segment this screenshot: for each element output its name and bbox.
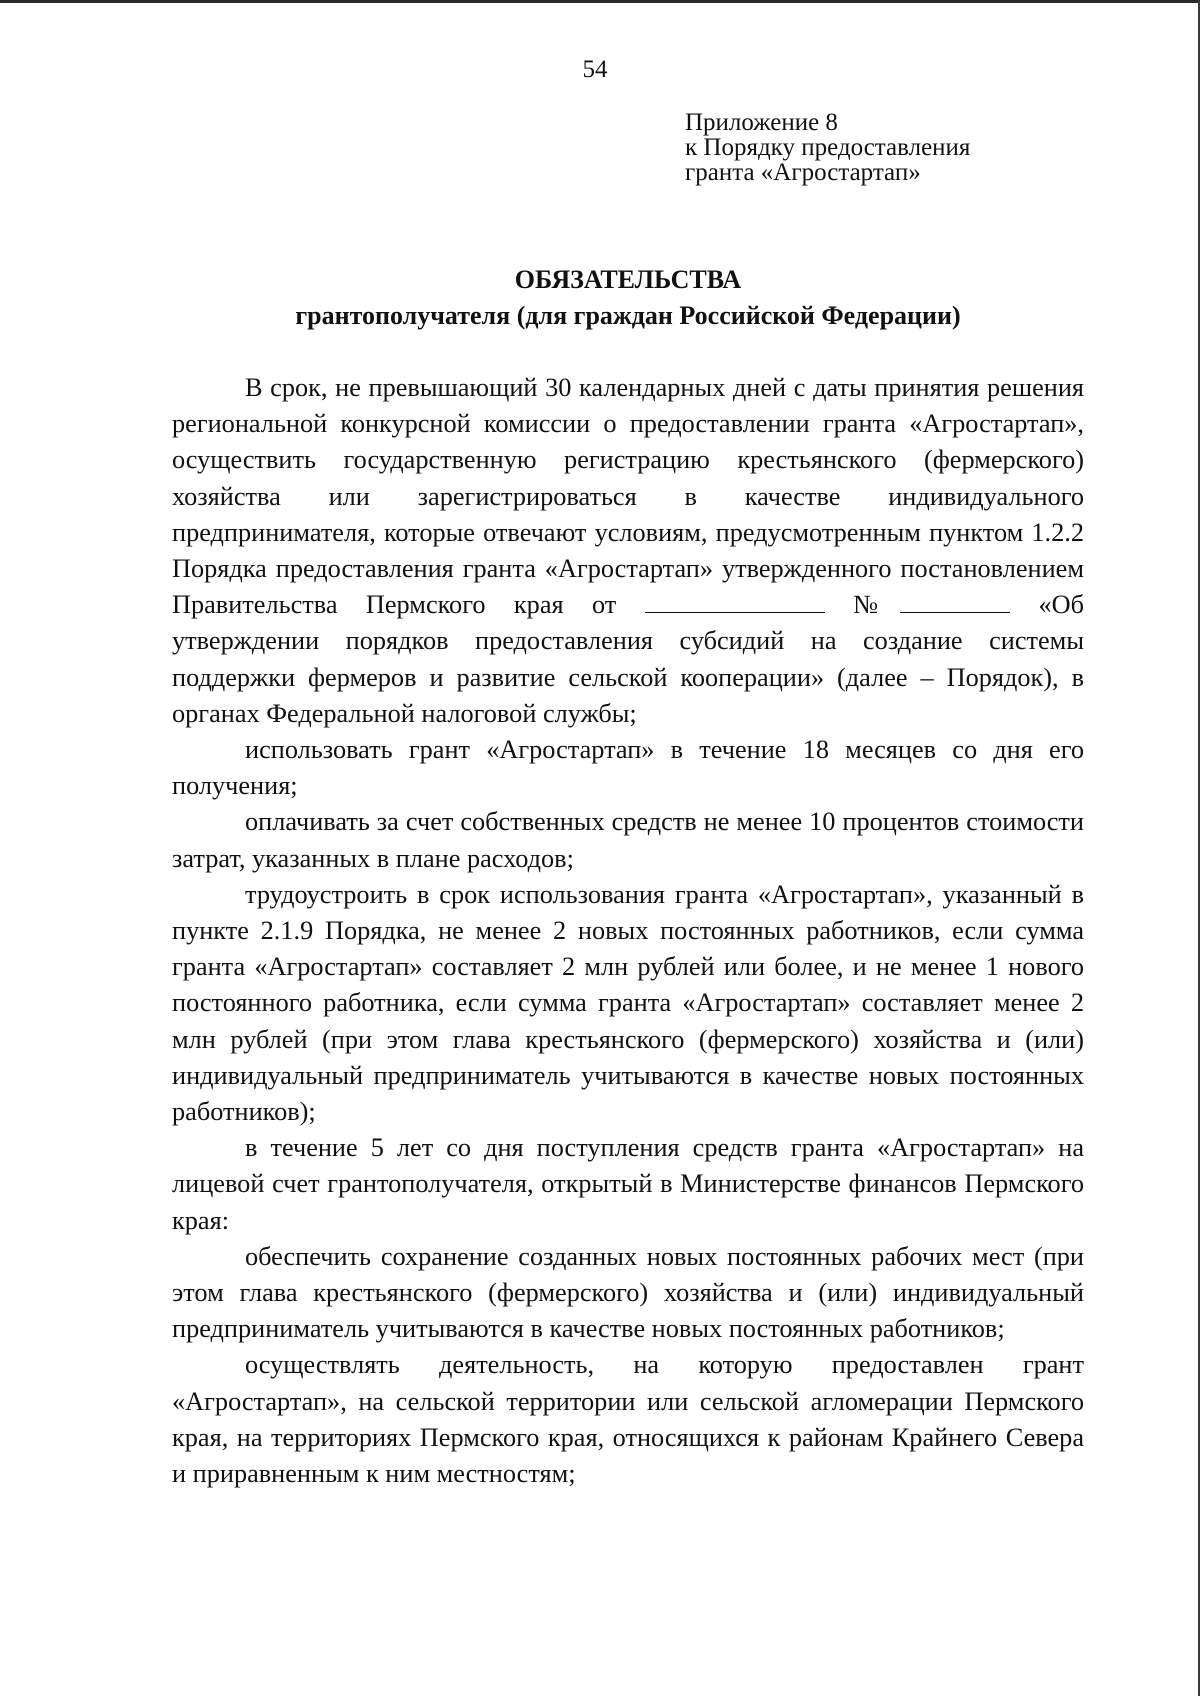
appendix-line-3: гранта «Агростартап» xyxy=(685,159,921,186)
number-blank-line xyxy=(900,592,1010,613)
document-body xyxy=(172,370,1084,1492)
paragraph-1-part-2: «Об утверждении порядков предоставления субсидий на создание системы поддержки фермеров и развитие сельской кооперации» (далее – Порядок), в органах Федеральной налоговой службы; xyxy=(172,590,1085,728)
title-main: ОБЯЗАТЕЛЬСТВА xyxy=(514,265,742,294)
paragraph-6: обеспечить сохранение созданных новых постоянных рабочих мест (при этом глава крестьянского (фермерского) хозяйства и (или) индивидуальный предприниматель учитываются в качестве новых постоянных работников; xyxy=(172,1241,1084,1344)
title-subtitle: грантополучателя (для граждан Российской Федерации) xyxy=(295,301,961,330)
paragraph-4: трудоустроить в срок использования гранта «Агростартап», указанный в пункте 2.1.9 Порядка, не менее 2 новых постоянных работников, если сумма гранта «Агростартап» составляет 2 млн рублей или более, и не менее 1 нового постоянного работника, если сумма гранта «Агростартап» составляет менее 2 млн рублей (при этом глава крестьянского (фермерского) хозяйства и (или) индивидуальный предприниматель учитываются в качестве новых постоянных работников); xyxy=(172,879,1084,1127)
document-title xyxy=(172,262,1084,334)
paragraph-1-part-1: В срок, не превышающий 30 календарных дней с даты принятия решения региональной конкурсной комиссии о предоставлении гранта «Агростартап», осуществить государственную регистрацию крестьянского (фермерского) хозяйства или зарегистрироваться в качестве индивидуального предпринимателя, которые отвечают условиям, предусмотренным пунктом 1.2.2 Порядка предоставления гранта «Агростартап» утвержденного постановлением Правительства Пермского края от xyxy=(172,373,1084,620)
paragraph-3: оплачивать за счет собственных средств не менее 10 процентов стоимости затрат, указанных в плане расходов; xyxy=(172,807,1084,873)
appendix-line-2: к Порядку предоставления xyxy=(685,134,971,161)
appendix-header xyxy=(685,110,970,185)
appendix-line-1: Приложение 8 xyxy=(685,109,838,136)
paragraph-5: в течение 5 лет со дня поступления средств гранта «Агростартап» на лицевой счет грантополучателя, открытый в Министерстве финансов Пермского края: xyxy=(172,1133,1084,1235)
paragraph-7: осуществлять деятельность, на которую предоставлен грант «Агростартап», на сельской территории или сельской агломерации Пермского края, на территориях Пермского края, относящихся к районам Крайнего Севера и приравненным к ним местностям; xyxy=(172,1350,1084,1489)
scan-border-top xyxy=(0,0,1200,3)
number-sign: № xyxy=(853,590,901,620)
date-blank-line xyxy=(645,592,825,613)
paragraph-2: использовать грант «Агростартап» в течение 18 месяцев со дня его получения; xyxy=(172,735,1084,801)
paragraph-1 xyxy=(172,370,1084,732)
page-number: 54 xyxy=(582,56,608,83)
